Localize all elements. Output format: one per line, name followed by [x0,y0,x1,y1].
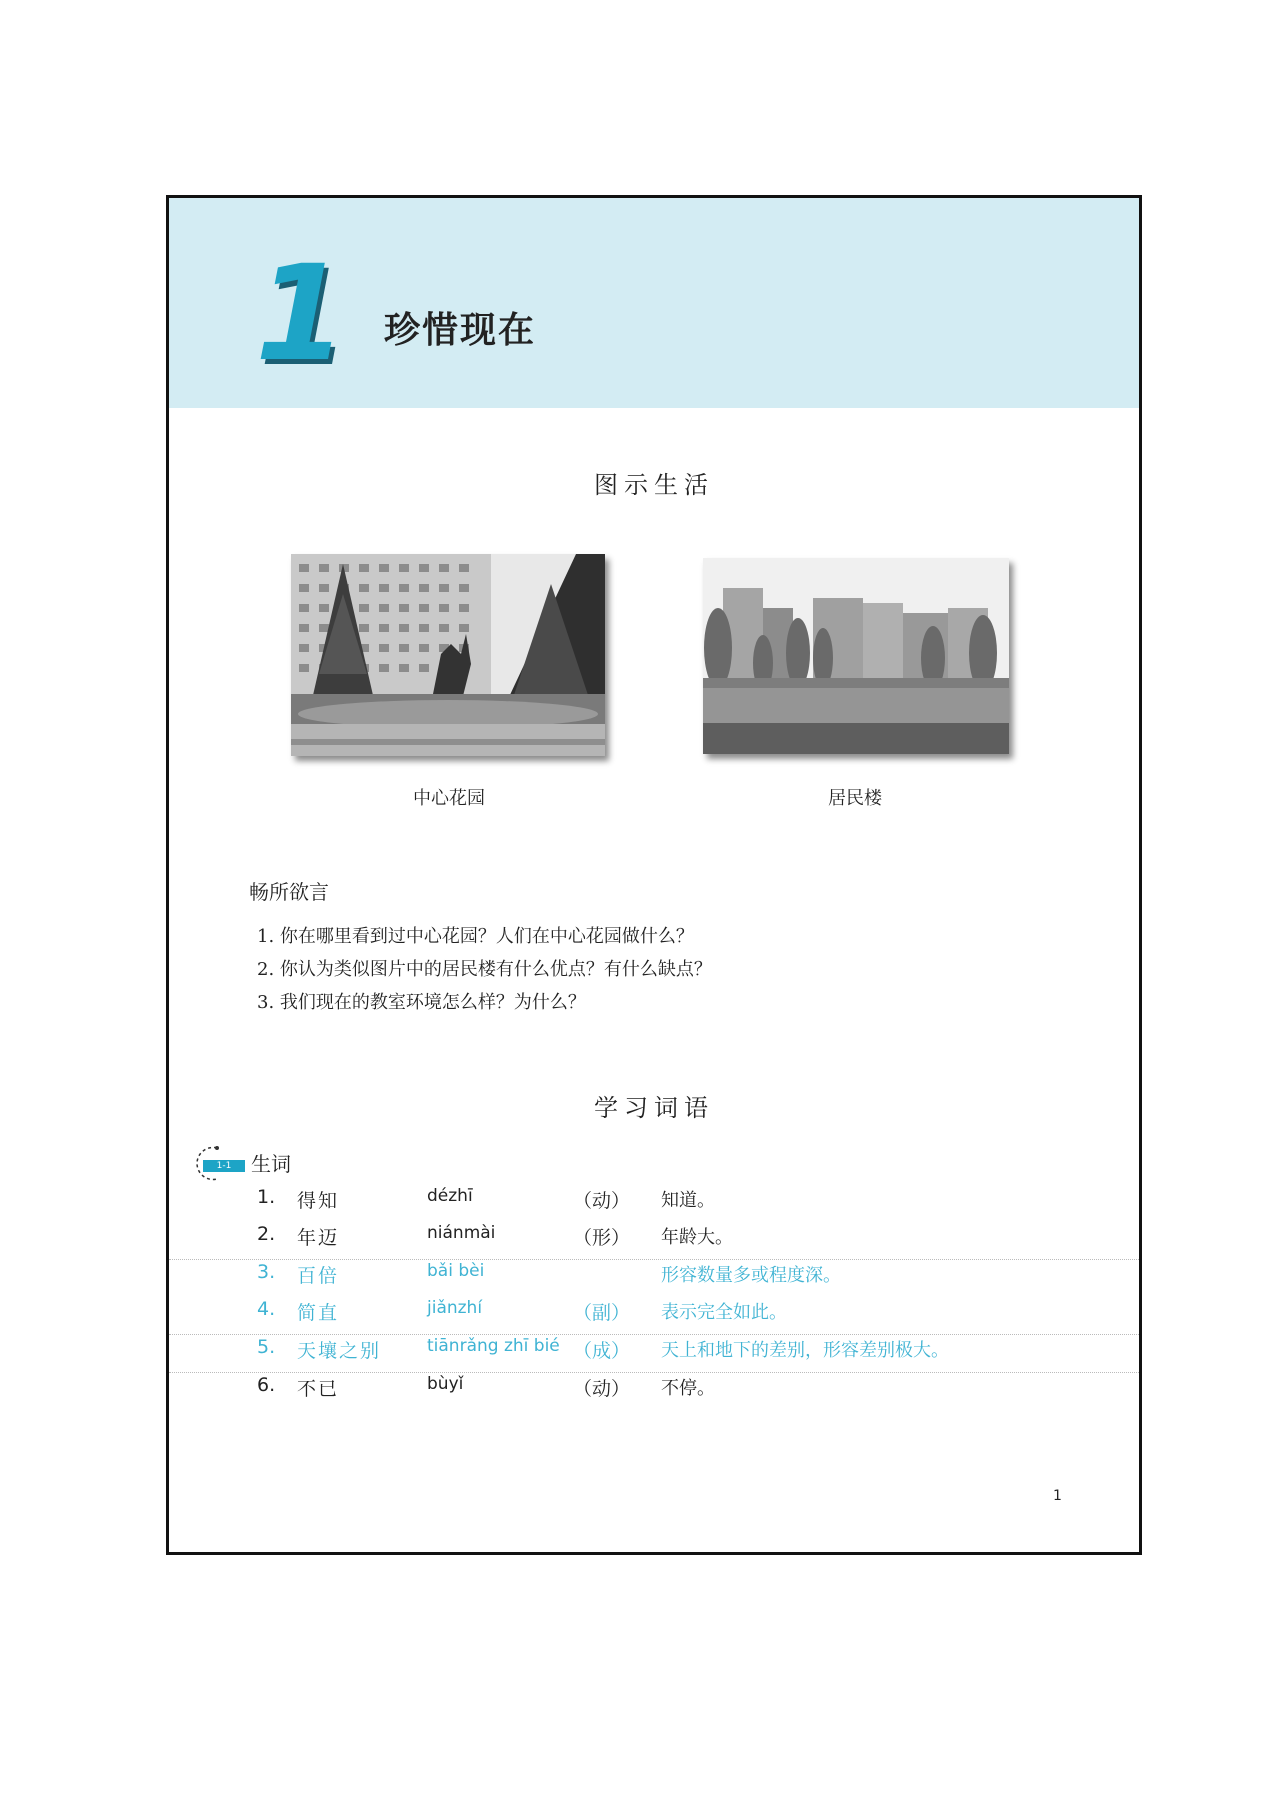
vocab-number: 2. [257,1223,276,1245]
vocab-part-of-speech: （动） [573,1190,631,1212]
vocab-row [169,1223,1139,1260]
vocab-word: 得知 [297,1190,340,1212]
vocab-row [169,1374,1139,1410]
vocab-pinyin: dézhī [427,1186,473,1206]
vocab-row [169,1298,1139,1335]
vocab-word: 简直 [297,1302,340,1324]
vocab-pinyin: bǎi bèi [427,1261,485,1281]
lesson-header [169,198,1139,408]
vocab-number: 4. [257,1298,276,1320]
vocab-pinyin: jiǎnzhí [427,1298,483,1318]
vocab-definition: 表示完全如此。 [661,1302,787,1323]
vocab-row [169,1336,1139,1373]
photo-central-garden [291,554,605,756]
vocab-part-of-speech: （成） [573,1340,631,1362]
discussion-question: 3. 我们现在的教室环境怎么样？为什么？ [257,992,586,1013]
photo-caption-residential: 居民楼 [828,788,882,809]
photo-residential-buildings [703,558,1009,754]
section-title-pictures: 图示生活 [594,471,714,499]
garden-photo-illustration [291,554,605,756]
textbook-page [166,195,1142,1555]
vocab-number: 6. [257,1374,276,1396]
vocab-definition: 形容数量多或程度深。 [661,1265,841,1286]
vocab-part-of-speech: （副） [573,1302,631,1324]
vocab-definition: 不停。 [661,1378,715,1399]
vocab-word: 不已 [297,1378,340,1400]
vocab-word: 百倍 [297,1265,340,1287]
discussion-question: 1. 你在哪里看到过中心花园？人们在中心花园做什么？ [257,926,694,947]
vocab-heading: 生词 [251,1152,291,1176]
vocab-word: 年迈 [297,1227,340,1249]
vocab-definition: 年龄大。 [661,1227,733,1248]
vocab-number: 1. [257,1186,276,1208]
discussion-heading: 畅所欲言 [249,880,329,904]
vocab-row [169,1186,1139,1222]
lesson-title: 珍惜现在 [384,310,537,351]
lesson-number: 1 [255,237,347,391]
audio-track-label: 1-1 [203,1160,245,1172]
vocab-word: 天壤之别 [297,1340,382,1362]
vocab-number: 5. [257,1336,276,1358]
vocab-part-of-speech: （动） [573,1378,631,1400]
vocab-definition: 知道。 [661,1190,715,1211]
vocab-pinyin: tiānrǎng zhī bié [427,1336,560,1356]
discussion-question: 2. 你认为类似图片中的居民楼有什么优点？有什么缺点？ [257,959,712,980]
vocab-row [169,1261,1139,1297]
page-number: 1 [1053,1488,1062,1504]
vocab-pinyin: niánmài [427,1223,496,1243]
vocab-pinyin: bùyǐ [427,1374,464,1394]
residential-photo-illustration [703,558,1009,754]
section-title-vocab: 学习词语 [594,1094,714,1122]
vocab-number: 3. [257,1261,276,1283]
photo-caption-central-garden: 中心花园 [413,788,485,809]
vocab-definition: 天上和地下的差别，形容差别极大。 [661,1340,949,1361]
vocab-part-of-speech: （形） [573,1227,631,1249]
